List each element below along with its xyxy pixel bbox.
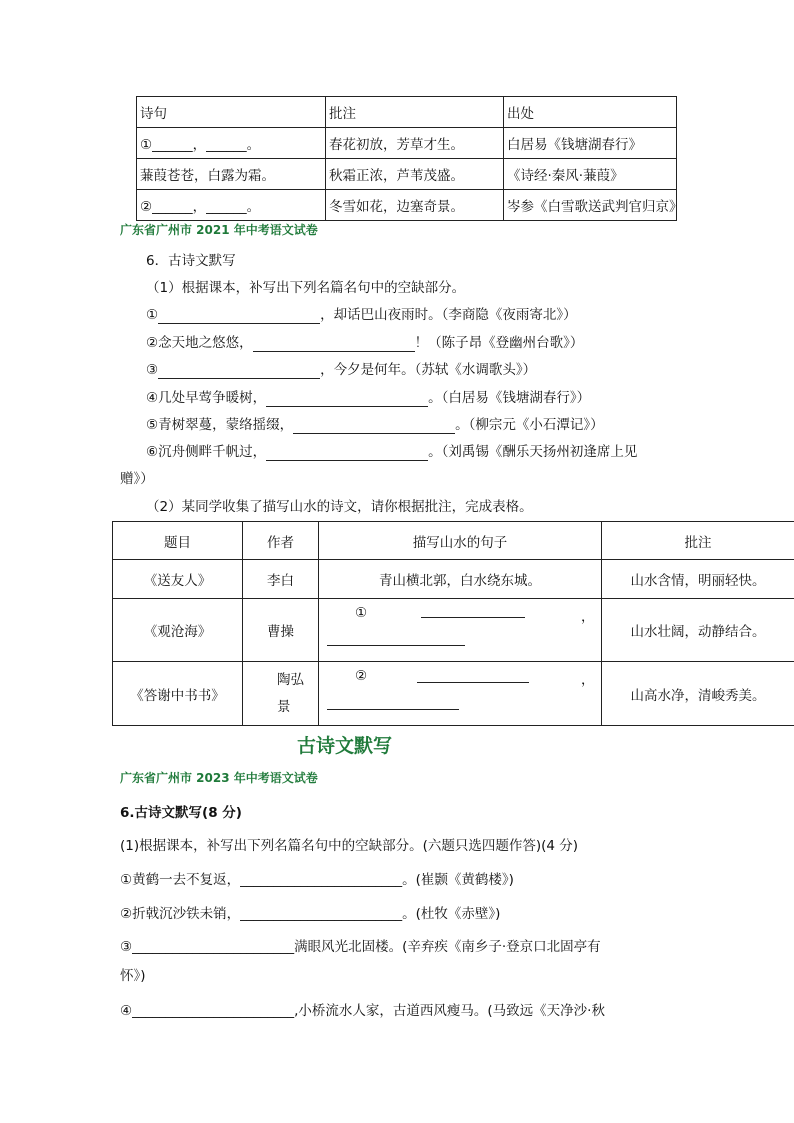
fill-line-3-continuation: 怀》) — [120, 968, 146, 984]
fill-item-4: ④几处早莺争暖树， 。（白居易《钱塘湖春行》） — [146, 390, 591, 406]
table-header: 出处 — [504, 97, 677, 128]
table-cell: 《诗经·秦风·蒹葭》 — [504, 159, 677, 190]
table-cell: 秋霜正浓，芦苇茂盛。 — [326, 159, 504, 190]
landscape-poems-table — [112, 521, 794, 726]
table-cell-answer — [319, 599, 602, 662]
comma: ， — [581, 672, 595, 688]
table-cell: 山水含情，明丽轻快。 — [602, 560, 794, 599]
table-header: 题目 — [113, 522, 243, 560]
table-cell: 《送友人》 — [113, 560, 243, 599]
answer-blank[interactable] — [266, 444, 428, 461]
annotation-table-1 — [136, 96, 683, 221]
fill-item-3: ③ ，今夕是何年。（苏轼《水调歌头》） — [146, 362, 537, 378]
answer-blank[interactable] — [327, 709, 459, 710]
table-cell: ①______，______。 — [137, 128, 326, 159]
answer-blank[interactable] — [293, 417, 455, 434]
answer-blank[interactable] — [253, 335, 415, 352]
table-cell: 春花初放，芳草才生。 — [326, 128, 504, 159]
table-cell: 《观沧海》 — [113, 599, 243, 662]
fill-item-5: ⑤青树翠蔓，蒙络摇缀， 。（柳宗元《小石潭记》） — [146, 417, 604, 433]
fill-line-4: ④________________________,小桥流水人家，古道西风瘦马。(马致远《天净沙·秋 — [120, 1003, 605, 1019]
question-title: 6.古诗文默写(8 分) — [120, 805, 242, 821]
table-cell-author — [243, 662, 319, 726]
table-cell: 冬雪如花，边塞奇景。 — [326, 190, 504, 221]
table-cell: 山水壮阔，动静结合。 — [602, 599, 794, 662]
answer-blank[interactable] — [417, 682, 529, 683]
table-cell-answer — [319, 662, 602, 726]
table-cell: ②______，______。 — [137, 190, 326, 221]
fill-line-1: ①黄鹤一去不复返，________________________。(崔颢《黄鹤楼》) — [120, 872, 514, 888]
table-cell: 李白 — [243, 560, 319, 599]
table-cell: 岑参《白雪歌送武判官归京》 — [504, 190, 677, 221]
fill-item-2: ②念天地之悠悠， ！（陈子昂《登幽州台歌》） — [146, 335, 584, 351]
blank-marker: ② — [355, 668, 368, 684]
comma: ， — [581, 609, 595, 625]
answer-blank[interactable] — [266, 390, 428, 407]
fill-line-2: ②折戟沉沙铁未销，________________________。(杜牧《赤壁》) — [120, 906, 501, 922]
answer-blank[interactable] — [421, 617, 525, 618]
fill-item-6: ⑥沉舟侧畔千帆过， 。（刘禹锡《酬乐天扬州初逢席上见 — [146, 444, 638, 460]
table-cell: 青山横北郭，白水绕东城。 — [319, 560, 602, 599]
table-header: 批注 — [602, 522, 794, 560]
table-header: 诗句 — [137, 97, 326, 128]
table-cell: 山高水净，清峻秀美。 — [602, 662, 794, 726]
question-title: 6．古诗文默写 — [146, 253, 236, 269]
exam-source-2021: 广东省广州市 2021 年中考语文试卷 — [120, 223, 318, 237]
section-heading: 古诗文默写 — [297, 735, 393, 757]
table-header: 作者 — [243, 522, 319, 560]
table-cell: 白居易《钱塘湖春行》 — [504, 128, 677, 159]
subquestion-2: （2）某同学收集了描写山水的诗文，请你根据批注，完成表格。 — [146, 499, 533, 515]
table-header: 描写山水的句子 — [319, 522, 602, 560]
author-line: 景 — [277, 698, 291, 715]
table-cell: 蒹葭苍苍，白露为霜。 — [137, 159, 326, 190]
table-cell: 《答谢中书书》 — [113, 662, 243, 726]
table-cell: 曹操 — [243, 599, 319, 662]
author-line: 陶弘 — [277, 671, 304, 688]
subquestion-1: （1）根据课本，补写出下列名篇名句中的空缺部分。 — [146, 280, 466, 296]
exam-source-2023: 广东省广州市 2023 年中考语文试卷 — [120, 771, 318, 785]
fill-item-6-continuation: 赠》） — [120, 471, 154, 487]
answer-blank[interactable] — [158, 362, 320, 379]
fill-item-1: ① ，却话巴山夜雨时。（李商隐《夜雨寄北》） — [146, 307, 577, 323]
answer-blank[interactable] — [327, 645, 465, 646]
answer-blank[interactable] — [158, 307, 320, 324]
table-header: 批注 — [326, 97, 504, 128]
blank-marker: ① — [355, 605, 368, 621]
fill-line-3: ③________________________满眼风光北固楼。(辛弃疾《南乡子·登京口北固亭有 — [120, 939, 601, 955]
subquestion-1: (1)根据课本，补写出下列名篇名句中的空缺部分。(六题只选四题作答)(4 分) — [120, 838, 579, 854]
